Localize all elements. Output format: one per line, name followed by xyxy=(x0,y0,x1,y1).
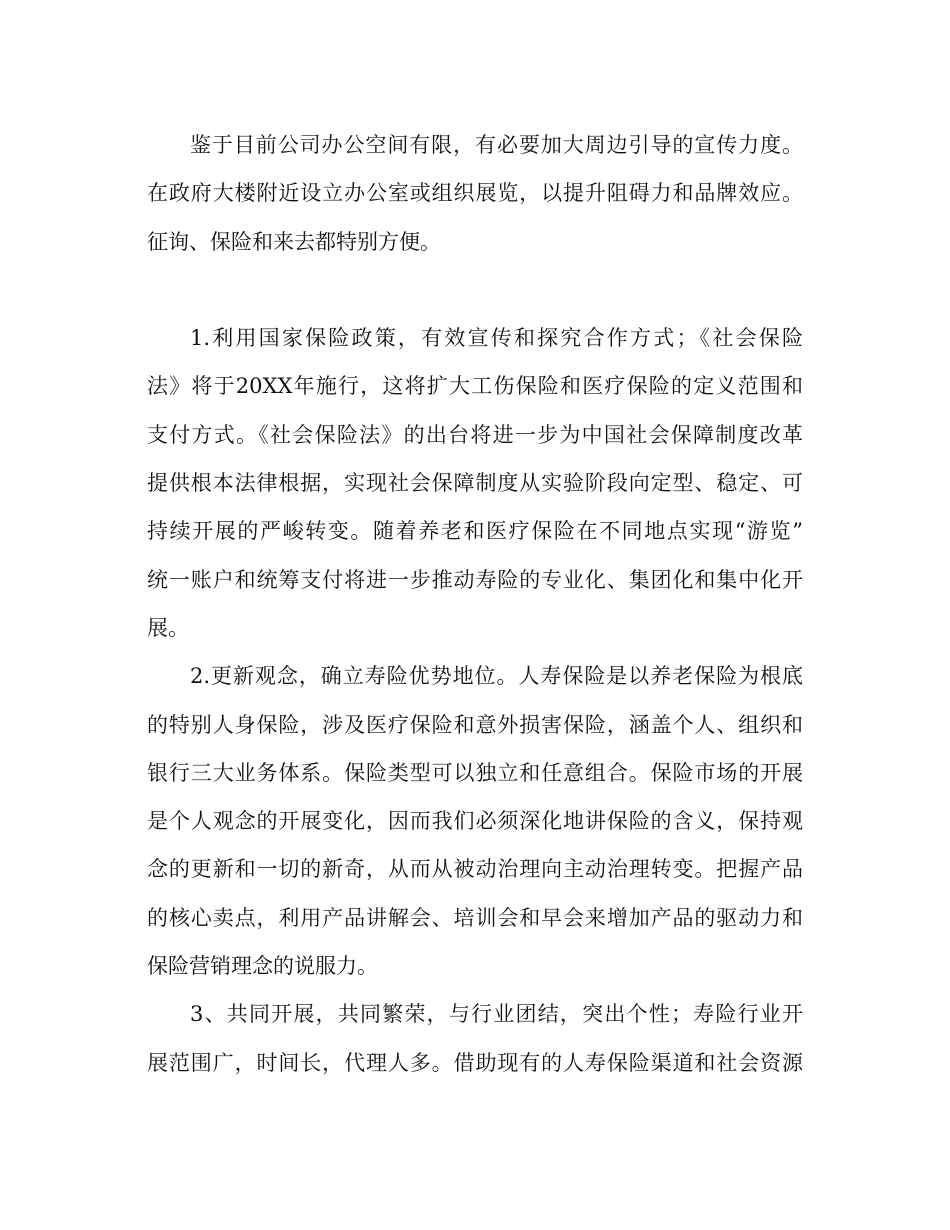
text-line: 1.利用国家保险政策，有效宣传和探究合作方式；《社会保险 xyxy=(190,326,803,351)
text-line: 银行三大业务体系。保险类型可以独立和任意组合。保险市场的开展 xyxy=(147,760,803,785)
text-line: 保险营销理念的说服力。 xyxy=(147,954,378,979)
text-line: 的特别人身保险，涉及医疗保险和意外损害保险，涵盖个人、组织和 xyxy=(147,712,803,737)
text-line: 在政府大楼附近设立办公室或组织展览，以提升阻碍力和品牌效应。 xyxy=(147,181,803,206)
document-body xyxy=(147,121,803,1087)
text-line: 展。 xyxy=(147,615,189,640)
paragraph-item-2 xyxy=(147,652,803,990)
text-line: 持续开展的严峻转变。随着养老和医疗保险在不同地点实现“游览” xyxy=(147,519,803,544)
blank-line xyxy=(147,266,803,314)
paragraph-item-3 xyxy=(147,990,803,1087)
paragraph-intro xyxy=(147,121,803,266)
text-line: 2.更新观念，确立寿险优势地位。人寿保险是以养老保险为根底 xyxy=(190,664,803,689)
text-line: 是个人观念的开展变化，因而我们必须深化地讲保险的含义，保持观 xyxy=(147,809,803,834)
text-line: 3、共同开展，共同繁荣，与行业团结，突出个性；寿险行业开 xyxy=(190,1002,803,1027)
text-line: 的核心卖点，利用产品讲解会、培训会和早会来增加产品的驱动力和 xyxy=(147,905,803,930)
text-line: 提供根本法律根据，实现社会保障制度从实验阶段向定型、稳定、可 xyxy=(147,471,803,496)
text-line: 统一账户和统筹支付将进一步推动寿险的专业化、集团化和集中化开 xyxy=(147,567,803,592)
paragraph-item-1 xyxy=(147,314,803,652)
text-line: 支付方式。《社会保险法》的出台将进一步为中国社会保障制度改革 xyxy=(147,422,803,447)
text-line: 展范围广，时间长，代理人多。借助现有的人寿保险渠道和社会资源 xyxy=(147,1050,803,1075)
text-line: 念的更新和一切的新奇，从而从被动治理向主动治理转变。把握产品 xyxy=(147,857,803,882)
text-line: 法》将于20XX年施行，这将扩大工伤保险和医疗保险的定义范围和 xyxy=(147,374,803,399)
text-line: 征询、保险和来去都特别方便。 xyxy=(147,229,441,254)
text-line: 鉴于目前公司办公空间有限，有必要加大周边引导的宣传力度。 xyxy=(190,133,803,157)
